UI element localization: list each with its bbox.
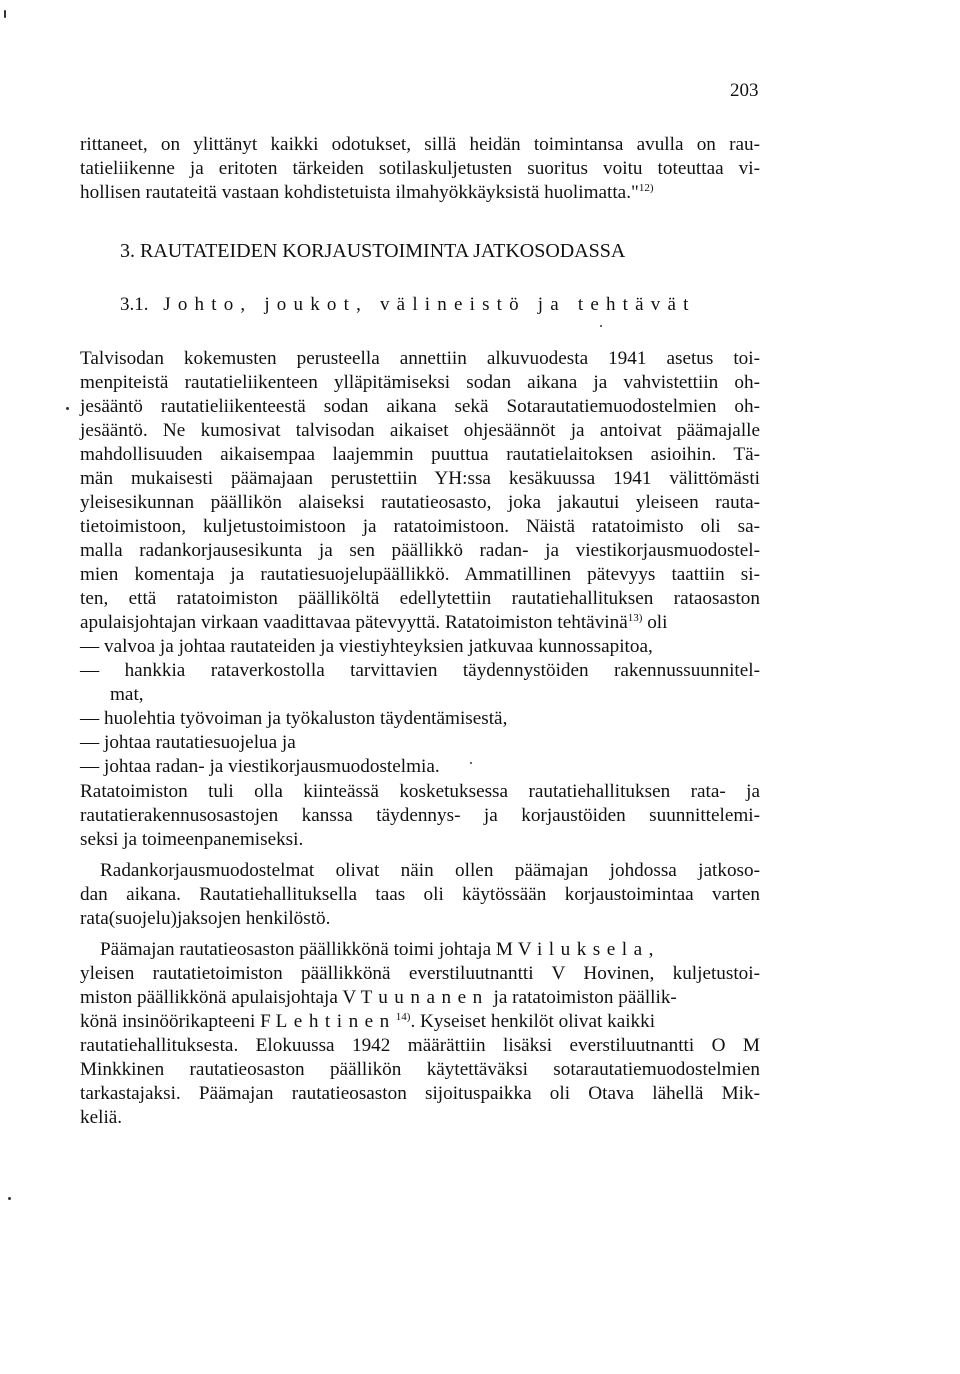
text-span: könä insinöörikapteeni F [80, 1011, 276, 1032]
footnote-ref: 13) [627, 612, 643, 624]
text-line [80, 611, 760, 634]
text-line: rata(suojelu)jaksojen henkilöstö. [80, 908, 331, 929]
text-line [80, 1010, 655, 1033]
text-line: Radankorjausmuodostelmat olivat näin ollen päämajan johdossa jatkoso- [100, 860, 760, 881]
scan-speck [600, 325, 602, 327]
text-line: yleisesikunnan päällikön alaiseksi rautatieosasto, joka jakautui yleiseen rauta- [80, 492, 760, 513]
text-line: mahdollisuuden aikaisempaa laajemmin puuttua rautatielaitoksen asioihin. Tä- [80, 444, 760, 465]
scan-speck [470, 762, 472, 764]
text-line [80, 181, 654, 204]
list-item: — huolehtia työvoiman ja työkaluston täydentämisestä, [80, 708, 508, 729]
text-span: apulaisjohtajan virkaan vaadittavaa pätevyyttä. Ratatoimiston tehtävinä [80, 612, 628, 633]
text-line: menpiteistä rautatieliikenteen ylläpitämiseksi sodan aikana ja vahvistettiin oh- [80, 372, 760, 393]
text-line: yleisen rautatietoimiston päällikkönä everstiluutnantti V Hovinen, kuljetustoi- [80, 963, 760, 984]
person-name: Lehtinen [275, 1011, 396, 1032]
footnote-ref: 14) [395, 1011, 411, 1023]
section-heading: 3. RAUTATEIDEN KORJAUSTOIMINTA JATKOSODASSA [120, 240, 626, 262]
text-span: hollisen rautateitä vastaan kohdistetuista ilmahyökkäyksistä huolimatta." [80, 182, 639, 203]
text-line [80, 986, 677, 1009]
subsection-heading [120, 294, 696, 316]
person-name: Tuunanen [360, 987, 489, 1008]
subsection-number: 3.1. [120, 294, 149, 315]
text-line: jesääntö rautatieliikenteestä sodan aikana sekä Sotarautatiemuodostelmien oh- [80, 396, 760, 417]
text-line: rautatiehallituksesta. Elokuussa 1942 määrättiin lisäksi everstiluutnantti O M [80, 1035, 760, 1056]
text-line: rittaneet, on ylittänyt kaikki odotukset, sillä heidän toimintansa avulla on rau- [80, 134, 760, 155]
text-span: oli [642, 612, 668, 633]
text-line: rautatierakennusosastojen kanssa täydennys- ja korjaustöiden suunnittelemi- [80, 805, 760, 826]
text-line: tatieliikenne ja eritoten tärkeiden sotilaskuljetusten suoritus voitu toteuttaa vi- [80, 158, 760, 179]
text-line: malla radankorjausesikunta ja sen päällikkö radan- ja viestikorjausmuodostel- [80, 540, 760, 561]
text-span: ja ratatoimiston päällik- [488, 987, 677, 1008]
list-item: — johtaa rautatiesuojelua ja [80, 732, 296, 753]
text-line: jesääntö. Ne kumosivat talvisodan aikaiset ohjesäännöt ja antoivat päämajalle [80, 420, 760, 441]
text-line: Minkkinen rautatieosaston päällikön käytettäväksi sotarautatiemuodostelmien [80, 1059, 760, 1080]
list-item: — johtaa radan- ja viestikorjausmuodostelmia. [80, 756, 440, 777]
text-line: Talvisodan kokemusten perusteella annettiin alkuvuodesta 1941 asetus toi- [80, 348, 760, 369]
text-span: miston päällikkönä apulaisjohtaja V [80, 987, 361, 1008]
footnote-ref: 12) [638, 182, 654, 194]
scan-speck [66, 407, 69, 410]
text-line: Ratatoimiston tuli olla kiinteässä kosketuksessa rautatiehallituksen rata- ja [80, 781, 760, 802]
list-item: — hankkia rataverkostolla tarvittavien täydennystöiden rakennussuunnitel- [80, 660, 760, 681]
page-number: 203 [730, 80, 759, 101]
text-line [100, 938, 653, 961]
list-item-continuation: mat, [110, 684, 144, 705]
text-line: keliä. [80, 1107, 123, 1128]
list-item: — valvoa ja johtaa rautateiden ja viestiyhteyksien jatkuvaa kunnossapitoa, [80, 636, 653, 657]
scan-speck [4, 10, 6, 18]
text-line: ten, että ratatoimiston päälliköltä edellytettiin rautatiehallituksen rataosaston [80, 588, 760, 609]
text-line: dan aikana. Rautatiehallituksella taas oli käytössään korjaustoimintaa varten [80, 884, 760, 905]
text-span: , [648, 939, 654, 960]
text-line: seksi ja toimeenpanemiseksi. [80, 829, 304, 850]
text-line: mien komentaja ja rautatiesuojelupäällikkö. Ammatillinen pätevyys taattiin si- [80, 564, 760, 585]
text-line: tarkastajaksi. Päämajan rautatieosaston sijoituspaikka oli Otava lähellä Mik- [80, 1083, 760, 1104]
text-line: män mukaisesti päämajaan perustettiin YH:ssa kesäkuussa 1941 välittömästi [80, 468, 760, 489]
text-line: tietoimistoon, kuljetustoimistoon ja ratatoimistoon. Näistä ratatoimisto oli sa- [80, 516, 760, 537]
text-span: Päämajan rautatieosaston päällikkönä toimi johtaja M [100, 939, 518, 960]
text-span: . Kyseiset henkilöt olivat kaikki [410, 1011, 656, 1032]
person-name: Viluksela [517, 939, 649, 960]
subsection-title: Johto, joukot, välineistö ja tehtävät [163, 294, 696, 315]
scan-speck [8, 1197, 11, 1200]
